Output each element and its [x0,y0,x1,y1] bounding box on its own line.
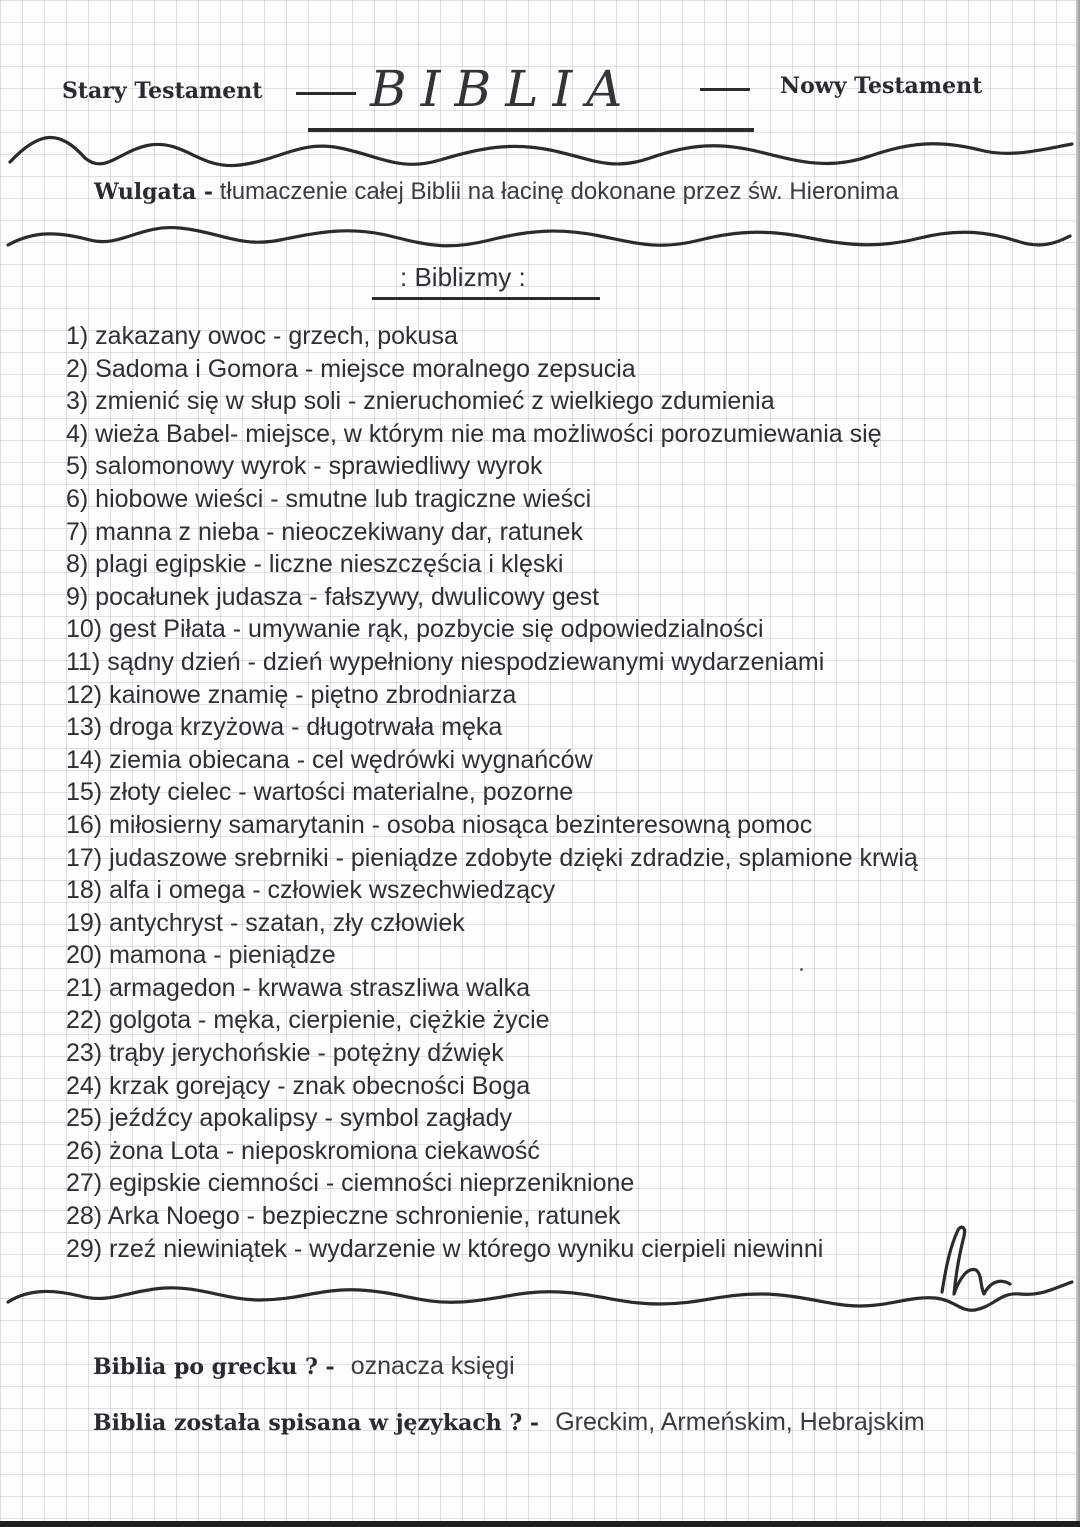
page-bottom-edge [0,1521,1080,1527]
section-title: : Biblizmy : [400,262,526,292]
list-item: 6) hiobowe wieści - smutne lub tragiczne wieści [66,484,592,513]
list-item: 7) manna z nieba - nieoczekiwany dar, ratunek [66,517,583,546]
list-item: 15) złoty cielec - wartości materialne, pozorne [66,778,574,807]
biblizmy-list [66,320,918,1265]
answer-text: oznacza księgi [350,1352,515,1380]
list-item: 8) plagi egipskie - liczne nieszczęścia i klęski [66,550,564,579]
wavy-divider-middle [0,210,1080,260]
title-dash-left [296,92,356,95]
list-item: 13) droga krzyżowa - długotrwała męka [66,713,503,742]
header-right-label: Nowy Testament [780,73,983,99]
question-text: Biblia po grecku ? - [93,1354,335,1380]
list-item: 19) antychryst - szatan, zły człowiek [66,908,465,937]
list-item: 4) wieża Babel- miejsce, w którym nie ma możliwości porozumiewania się [66,419,882,448]
wulgata-text: tłumaczenie całej Biblii na łacinę dokonane przez św. Hieronima [219,178,899,205]
list-item: 21) armagedon - krwawa straszliwa walka [66,973,531,1002]
wulgata-definition [94,178,899,206]
header-left-label: Stary Testament [62,78,263,104]
list-item: 9) pocałunek judasza - fałszywy, dwulicowy gest [66,582,600,611]
list-item: 2) Sadoma i Gomora - miejsce moralnego zepsucia [66,354,636,383]
list-item: 18) alfa i omega - człowiek wszechwiedzący [66,876,556,905]
list-item: 23) trąby jerychońskie - potężny dźwięk [66,1039,504,1068]
wavy-divider-top [0,120,1080,180]
question-languages [93,1408,925,1437]
list-item: 14) ziemia obiecana - cel wędrówki wygnańców [66,745,593,774]
list-item: 20) mamona - pieniądze [66,941,336,970]
section-title-underline [372,297,600,300]
list-item: 16) miłosierny samarytanin - osoba niosąca bezinteresowną pomoc [66,810,813,839]
question-text: Biblia została spisana w językach ? - [93,1410,540,1436]
list-item: 11) sądny dzień - dzień wypełniony niespodziewanymi wydarzeniami [66,647,825,676]
answer-text: Greckim, Armeńskim, Hebrajskim [555,1408,925,1436]
page-title: BIBLIA [370,60,637,118]
question-greek-meaning [93,1352,515,1381]
list-item: 26) żona Lota - nieposkromiona ciekawość [66,1136,540,1165]
list-item: 5) salomonowy wyrok - sprawiedliwy wyrok [66,452,543,481]
list-item: 28) Arka Noego - bezpieczne schronienie, ratunek [66,1202,621,1231]
list-item: 25) jeźdźcy apokalipsy - symbol zagłady [66,1104,513,1133]
list-item: 27) egipskie ciemności - ciemności nieprzeniknione [66,1169,635,1198]
list-item: 22) golgota - męka, cierpienie, ciężkie życie [66,1006,550,1035]
list-item: 1) zakazany owoc - grzech, pokusa [66,322,458,350]
list-item: 3) zmienić się w słup soli - znieruchomieć z wielkiego zdumienia [66,387,775,416]
paper-speck [800,968,803,971]
list-item: 29) rzeź niewiniątek - wydarzenie w którego wyniku cierpieli niewinni [66,1234,824,1263]
list-item: 17) judaszowe srebrniki - pieniądze zdobyte dzięki zdradzie, splamione krwią [66,843,918,872]
wulgata-term: Wulgata - [94,179,214,205]
wavy-divider-bottom [0,1260,1080,1330]
list-item: 24) krzak gorejący - znak obecności Boga [66,1071,531,1100]
list-item: 12) kainowe znamię - piętno zbrodniarza [66,680,517,709]
list-item: 10) gest Piłata - umywanie rąk, pozbycie się odpowiedzialności [66,615,764,644]
title-dash-right [700,88,750,91]
